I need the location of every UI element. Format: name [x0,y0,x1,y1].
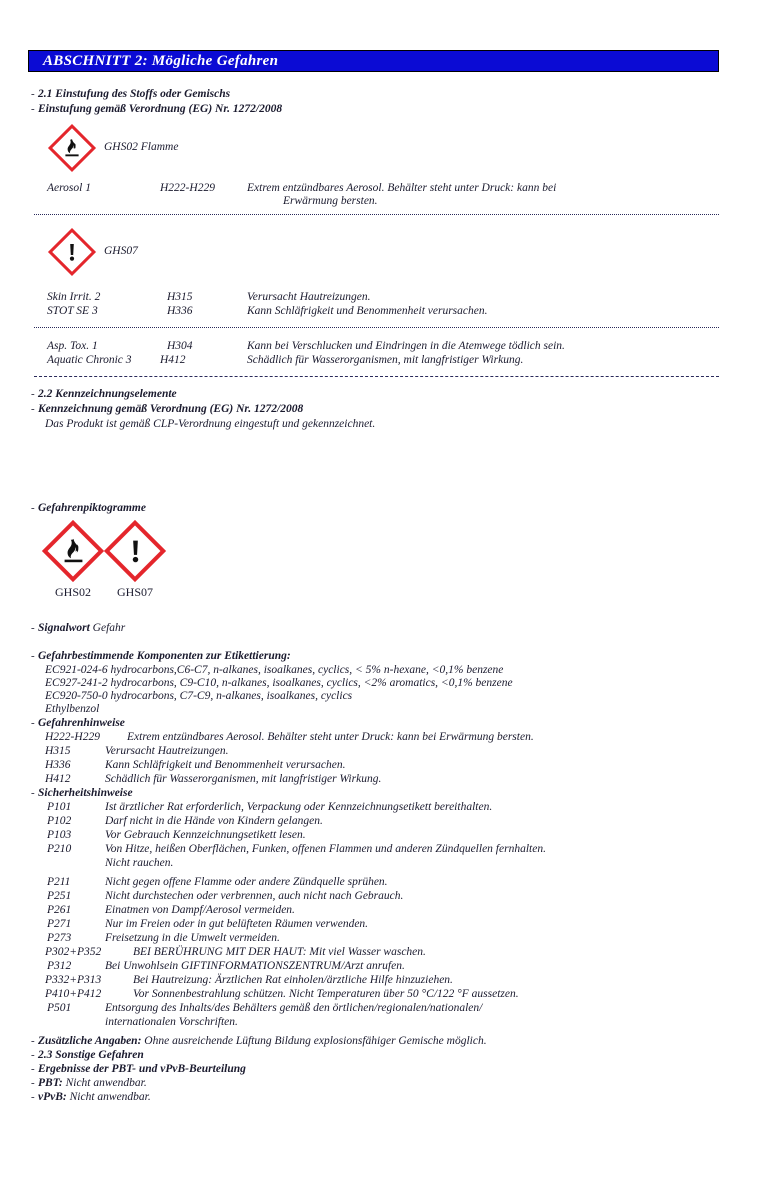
bullet-marker: - [31,388,35,400]
classification-description: Verursacht Hautreizungen. [247,291,371,303]
classification-row [0,182,767,195]
signal-word-value: Gefahr [92,622,126,634]
classification-category: Asp. Tox. 1 [47,340,98,352]
subsection-2-2-heading: 2.2 Kennzeichnungselemente [38,388,177,400]
section-separator [34,376,719,377]
precautionary-code: P410+P412 [45,988,102,1000]
precautionary-text: Vor Sonnenbestrahlung schützen. Nicht Temperaturen über 50 °C/122 °F aussetzen. [133,988,519,1000]
ghs07-pictogram [104,520,166,582]
ghs07-inline-name: GHS07 [104,245,138,257]
additional-info-value: Ohne ausreichende Lüftung Bildung explosionsfähiger Gemische möglich. [144,1035,487,1047]
precautionary-code: P312 [47,960,72,972]
subsection-2-1-heading: 2.1 Einstufung des Stoffs oder Gemischs [38,88,231,100]
classification-hcode: H222-H229 [160,182,215,194]
ghs02-label: GHS02 [54,585,91,599]
classification-description: Kann Schläfrigkeit und Benommenheit verursachen. [247,305,488,317]
component-line: Ethylbenzol [45,703,100,715]
hazard-statements-heading: Gefahrenhinweise [38,717,125,729]
flame-icon [48,124,96,172]
classification-hcode: H315 [167,291,193,303]
hazard-text: Kann Schläfrigkeit und Benommenheit verursachen. [105,759,346,771]
pbt-assessment-heading: Ergebnisse der PBT- und vPvB-Beurteilung [38,1063,246,1075]
flame-icon [42,520,104,582]
precautionary-text: Darf nicht in die Hände von Kindern gelangen. [105,815,323,827]
classification-hcode: H412 [160,354,186,366]
classification-category: Skin Irrit. 2 [47,291,101,303]
hazard-code: H336 [45,759,71,771]
ghs02-pictogram [42,520,104,582]
precautionary-text-line2: Nicht rauchen. [105,857,174,869]
section-banner [28,50,719,72]
precautionary-text: Von Hitze, heißen Oberflächen, Funken, offenen Flammen und anderen Zündquellen fernhalten. [105,843,546,855]
hazard-code: H412 [45,773,71,785]
exclamation-icon [48,228,96,276]
precautionary-code: P102 [47,815,72,827]
classification-category: STOT SE 3 [47,305,98,317]
row-separator [34,327,719,328]
precautionary-text: BEI BERÜHRUNG MIT DER HAUT: Mit viel Wasser waschen. [133,946,426,958]
precautionary-text: Nicht gegen offene Flamme oder andere Zündquelle sprühen. [105,876,388,888]
subsection-2-1-subheading: Einstufung gemäß Verordnung (EG) Nr. 1272/2008 [38,103,283,115]
classification-category: Aerosol 1 [47,182,91,194]
precautionary-code: P273 [47,932,72,944]
hazard-text: Extrem entzündbares Aerosol. Behälter steht unter Druck: kann bei Erwärmung bersten. [127,731,534,743]
hazard-text: Schädlich für Wasserorganismen, mit langfristiger Wirkung. [105,773,382,785]
section-title: ABSCHNITT 2: Mögliche Gefahren [43,52,279,69]
bullet-marker: - [31,403,35,415]
vpvb-label: vPvB: [38,1091,67,1103]
bullet-marker: - [31,88,35,100]
additional-info-row [38,1035,487,1048]
precautionary-text: Ist ärztlicher Rat erforderlich, Verpackung oder Kennzeichnungsetikett bereithalten. [105,801,493,813]
classification-row [0,305,767,318]
classification-description-line2: Erwärmung bersten. [283,195,378,207]
component-line: EC927-241-2 hydrocarbons, C9-C10, n-alkanes, isoalkanes, cyclics, <2% aromatics, <0,1% benzene [45,677,513,689]
classification-category: Aquatic Chronic 3 [47,354,132,366]
pbt-value: Nicht anwendbar. [65,1077,147,1089]
precautionary-text: Nur im Freien oder in gut belüfteten Räumen verwenden. [105,918,369,930]
classification-row [0,291,767,304]
precautionary-text: Freisetzung in die Umwelt vermeiden. [105,932,280,944]
precautionary-code: P501 [47,1002,72,1014]
bullet-marker: - [31,1077,35,1089]
precautionary-text: Bei Unwohlsein GIFTINFORMATIONSZENTRUM/Arzt anrufen. [105,960,405,972]
signal-word-row [38,622,125,635]
ghs07-pictogram-inline [48,228,96,276]
precautionary-code: P211 [47,876,71,888]
classification-description: Extrem entzündbares Aerosol. Behälter steht unter Druck: kann bei [247,182,557,194]
component-line: EC921-024-6 hydrocarbons,C6-C7, n-alkanes, isoalkanes, cyclics, < 5% n-hexane, <0,1% benzene [45,664,504,676]
hazard-code: H222-H229 [45,731,100,743]
precautionary-statements-heading: Sicherheitshinweise [38,787,133,799]
bullet-marker: - [31,1035,35,1047]
bullet-marker: - [31,1049,35,1061]
hazard-code: H315 [45,745,71,757]
ghs07-label: GHS07 [116,585,153,599]
components-heading: Gefahrbestimmende Komponenten zur Etikettierung: [38,650,291,662]
ghs02-pictogram-inline [48,124,96,172]
precautionary-code: P271 [47,918,72,930]
hazard-text: Verursacht Hautreizungen. [105,745,229,757]
precautionary-code: P210 [47,843,72,855]
bullet-marker: - [31,717,35,729]
precautionary-text: Entsorgung des Inhalts/des Behälters gemäß den örtlichen/regionalen/nationalen/ [105,1002,483,1014]
bullet-marker: - [31,622,35,634]
bullet-marker: - [31,650,35,662]
bullet-marker: - [31,787,35,799]
precautionary-code: P302+P352 [45,946,102,958]
classification-hcode: H304 [167,340,193,352]
classification-row [0,354,767,367]
classification-row [0,340,767,353]
pictograms-heading: Gefahrenpiktogramme [38,502,146,514]
bullet-marker: - [31,1091,35,1103]
precautionary-code: P332+P313 [45,974,102,986]
classification-description: Schädlich für Wasserorganismen, mit langfristiger Wirkung. [247,354,524,366]
precautionary-text: Nicht durchstechen oder verbrennen, auch nicht nach Gebrauch. [105,890,404,902]
bullet-marker: - [31,502,35,514]
bullet-marker: - [31,103,35,115]
ghs02-inline-name: GHS02 Flamme [104,141,179,153]
subsection-2-3-heading: 2.3 Sonstige Gefahren [38,1049,144,1061]
pbt-label: PBT: [38,1077,63,1089]
classification-hcode: H336 [167,305,193,317]
signal-word-label: Signalwort [38,622,90,634]
precautionary-text: Einatmen von Dampf/Aerosol vermeiden. [105,904,295,916]
classification-description: Kann bei Verschlucken und Eindringen in die Atemwege tödlich sein. [247,340,565,352]
vpvb-value: Nicht anwendbar. [69,1091,151,1103]
vpvb-row [38,1091,151,1104]
pbt-row [38,1077,147,1090]
subsection-2-2-body: Das Produkt ist gemäß CLP-Verordnung eingestuft und gekennzeichnet. [45,418,376,430]
component-line: EC920-750-0 hydrocarbons, C7-C9, n-alkanes, isoalkanes, cyclics [45,690,353,702]
bullet-marker: - [31,1063,35,1075]
row-separator [34,214,719,215]
additional-info-label: Zusätzliche Angaben: [38,1035,142,1047]
precautionary-text: Bei Hautreizung: Ärztlichen Rat einholen/ärztliche Hilfe hinzuziehen. [133,974,453,986]
precautionary-code: P103 [47,829,72,841]
precautionary-text-line2: internationalen Vorschriften. [105,1016,238,1028]
exclamation-icon [104,520,166,582]
subsection-2-2-subheading: Kennzeichnung gemäß Verordnung (EG) Nr. 1272/2008 [38,403,304,415]
precautionary-text: Vor Gebrauch Kennzeichnungsetikett lesen. [105,829,306,841]
precautionary-code: P261 [47,904,72,916]
precautionary-code: P101 [47,801,72,813]
precautionary-code: P251 [47,890,72,902]
